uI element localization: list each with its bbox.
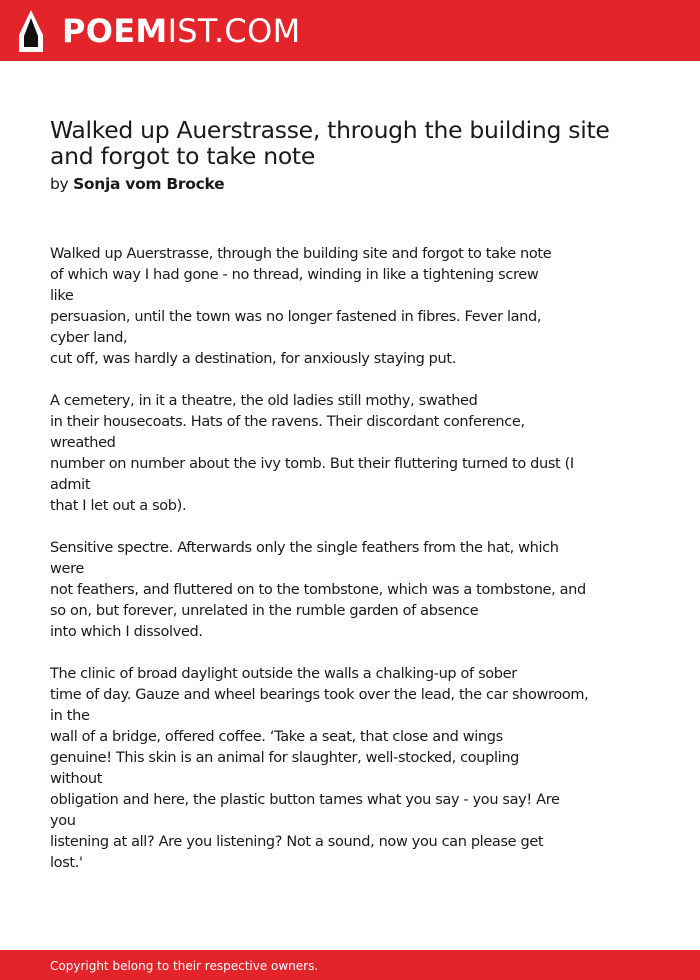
poem-line: genuine! This skin is an animal for slaughter, well-stocked, coupling: [50, 750, 520, 766]
poem-line: not feathers, and fluttered on to the tombstone, which was a tombstone, and: [50, 582, 586, 598]
stanza: [50, 244, 610, 370]
poem-line: that I let out a sob).: [50, 498, 187, 514]
pencil-logo-icon: [16, 9, 46, 53]
logo-bold-text: POEM: [62, 12, 168, 50]
site-logo[interactable]: [62, 11, 300, 51]
logo-light-text: IST.COM: [167, 12, 301, 50]
poem-line: admit: [50, 477, 91, 493]
stanza: [50, 538, 610, 643]
poem-line: wreathed: [50, 435, 116, 451]
poem-line: persuasion, until the town was no longer fastened in fibres. Fever land,: [50, 309, 542, 325]
stanza: [50, 391, 610, 517]
poem-line: into which I dissolved.: [50, 624, 203, 640]
poem-line: without: [50, 771, 103, 787]
poem-line: of which way I had gone - no thread, winding in like a tightening screw: [50, 267, 539, 283]
poem-line: like: [50, 288, 74, 304]
poem-body: [50, 244, 610, 895]
copyright-notice: Copyright belong to their respective owners.: [50, 959, 319, 973]
poem-line: you: [50, 813, 76, 829]
header-bar: [0, 0, 700, 61]
poem-line: The clinic of broad daylight outside the walls a chalking-up of sober: [50, 666, 517, 682]
poem-line: in the: [50, 708, 90, 724]
footer-bar: [0, 950, 700, 980]
poem-line: listening at all? Are you listening? Not a sound, now you can please get: [50, 834, 544, 850]
byline: [50, 174, 224, 194]
poem-line: Sensitive spectre. Afterwards only the single feathers from the hat, which: [50, 540, 559, 556]
by-label: by: [50, 175, 69, 193]
poem-line: time of day. Gauze and wheel bearings took over the lead, the car showroom,: [50, 687, 589, 703]
poem-line: Walked up Auerstrasse, through the building site and forgot to take note: [50, 246, 552, 262]
poem-line: were: [50, 561, 84, 577]
poem-line: A cemetery, in it a theatre, the old ladies still mothy, swathed: [50, 393, 478, 409]
poem-line: so on, but forever, unrelated in the rumble garden of absence: [50, 603, 479, 619]
poem-line: number on number about the ivy tomb. But their fluttering turned to dust (I: [50, 456, 574, 472]
poem-line: in their housecoats. Hats of the ravens. Their discordant conference,: [50, 414, 525, 430]
poem-line: cyber land,: [50, 330, 128, 346]
poem-title: Walked up Auerstrasse, through the building site and forgot to take note: [50, 116, 610, 170]
poem-line: obligation and here, the plastic button tames what you say - you say! Are: [50, 792, 560, 808]
poem-line: lost.': [50, 855, 83, 871]
poem-line: wall of a bridge, offered coffee. ‘Take a seat, that close and wings: [50, 729, 503, 745]
poem-line: cut off, was hardly a destination, for anxiously staying put.: [50, 351, 456, 367]
stanza: [50, 664, 610, 874]
author-name: Sonja vom Brocke: [73, 175, 225, 193]
